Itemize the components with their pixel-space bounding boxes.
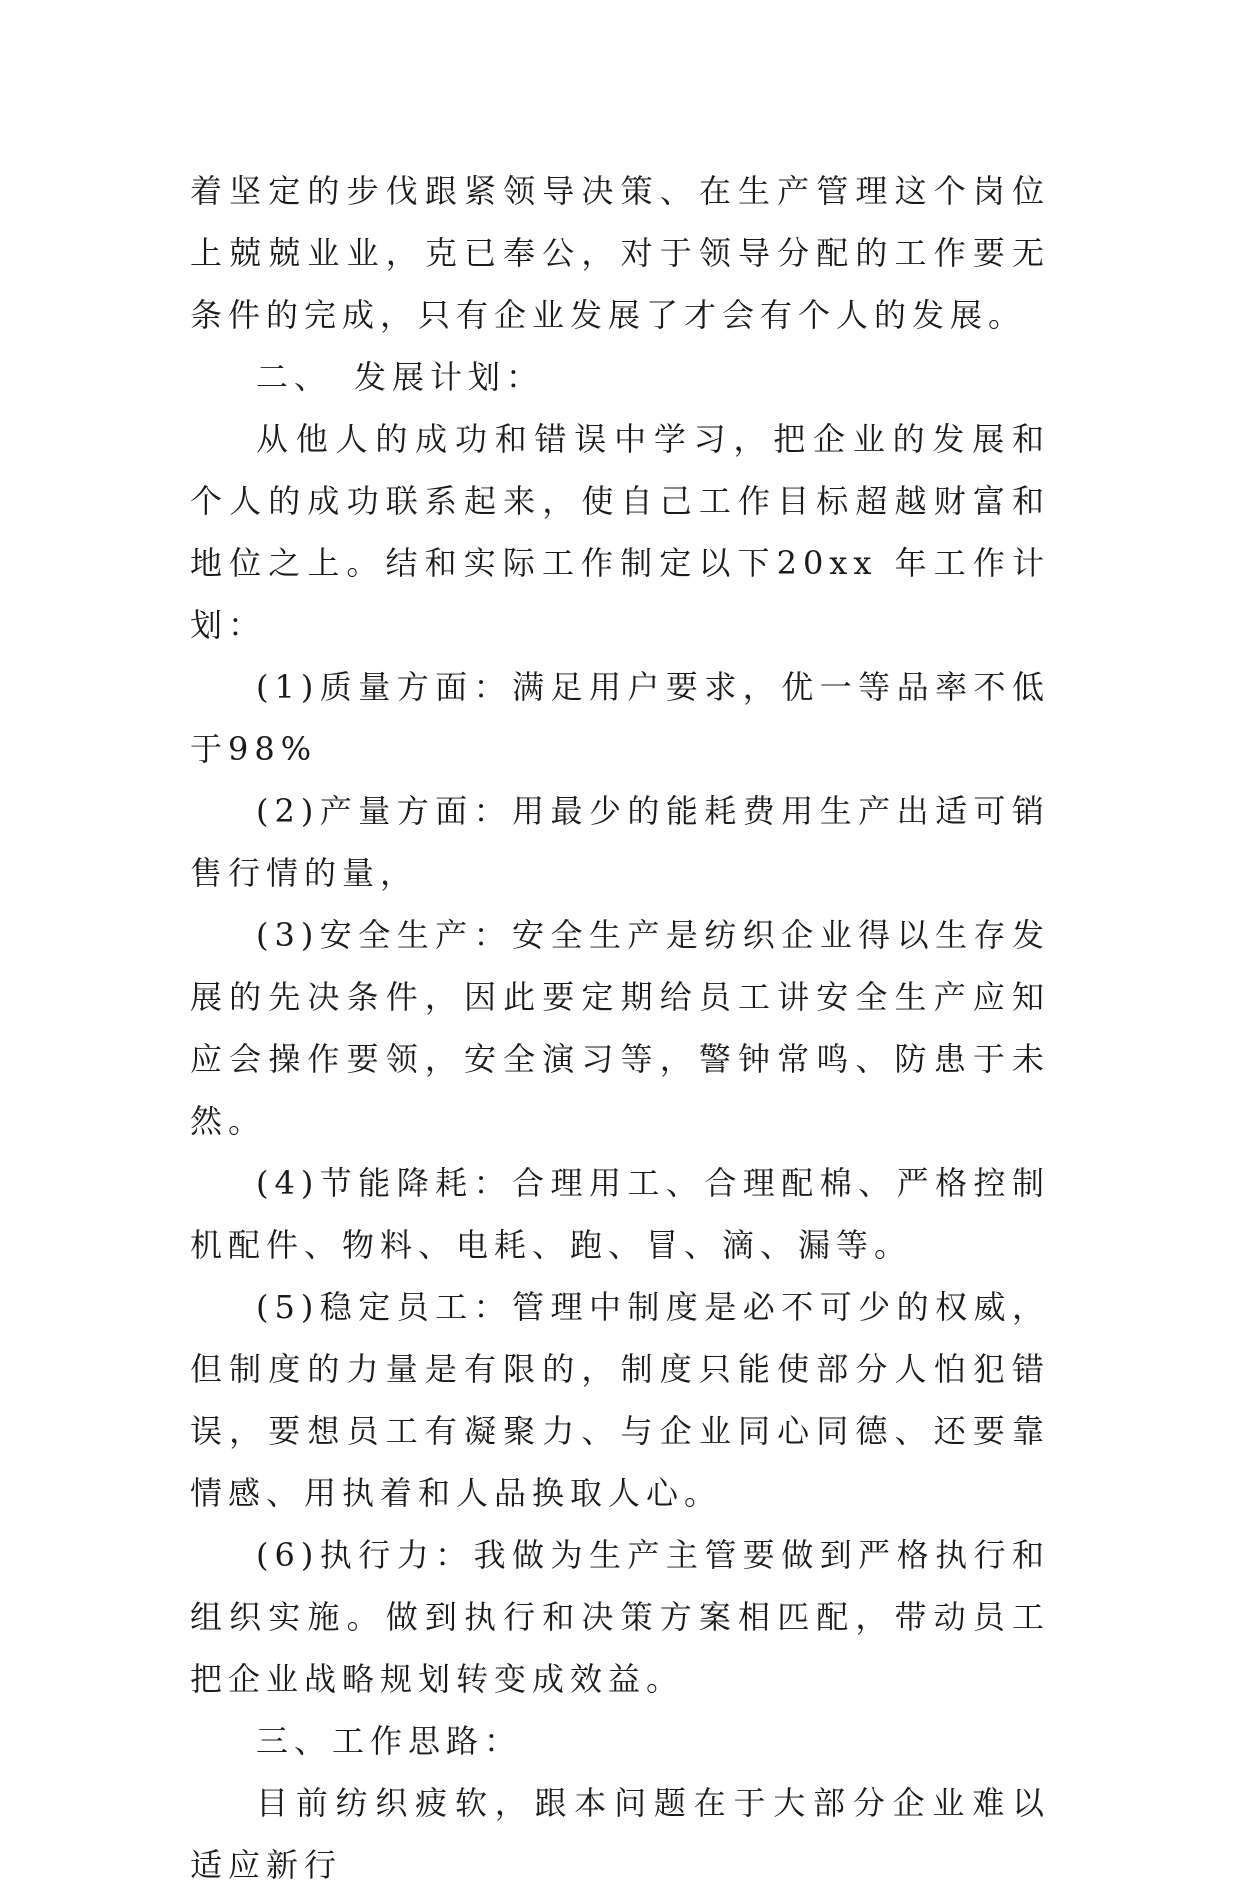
heading-development-plan: 二、 发展计划： xyxy=(256,358,545,396)
plan-item-quality: (1)质量方面：满足用户要求，优一等品率不低于98% xyxy=(190,668,1050,768)
plan-item-execution: (6)执行力：我做为生产主管要做到严格执行和组织实施。做到执行和决策方案相匹配，带动员工把企业战略规划转变成效益。 xyxy=(190,1536,1050,1698)
paragraph-work-approach: 目前纺织疲软，跟本问题在于大部分企业难以适应新行 xyxy=(190,1784,1050,1884)
plan-item-staff-stability: (5)稳定员工：管理中制度是必不可少的权威，但制度的力量是有限的，制度只能使部分人怕犯错误，要想员工有凝聚力、与企业同心同德、还要靠情感、用执着和人品换取人心。 xyxy=(190,1288,1050,1512)
heading-work-approach: 三、工作思路： xyxy=(256,1722,523,1760)
paragraph-plan-intro: 从他人的成功和错误中学习，把企业的发展和个人的成功联系起来，使自己工作目标超越财富和地位之上。结和实际工作制定以下20xx 年工作计划： xyxy=(190,420,1050,644)
plan-item-energy-saving: (4)节能降耗：合理用工、合理配棉、严格控制机配件、物料、电耗、跑、冒、滴、漏等。 xyxy=(190,1164,1050,1264)
plan-item-output: (2)产量方面：用最少的能耗费用生产出适可销售行情的量， xyxy=(190,792,1050,892)
document-body xyxy=(190,160,1050,1896)
paragraph-commitment: 着坚定的步伐跟紧领导决策、在生产管理这个岗位上兢兢业业，克已奉公，对于领导分配的工作要无条件的完成，只有企业发展了才会有个人的发展。 xyxy=(190,172,1050,334)
plan-item-safety: (3)安全生产：安全生产是纺织企业得以生存发展的先决条件，因此要定期给员工讲安全生产应知应会操作要领，安全演习等，警钟常鸣、防患于未然。 xyxy=(190,916,1050,1140)
